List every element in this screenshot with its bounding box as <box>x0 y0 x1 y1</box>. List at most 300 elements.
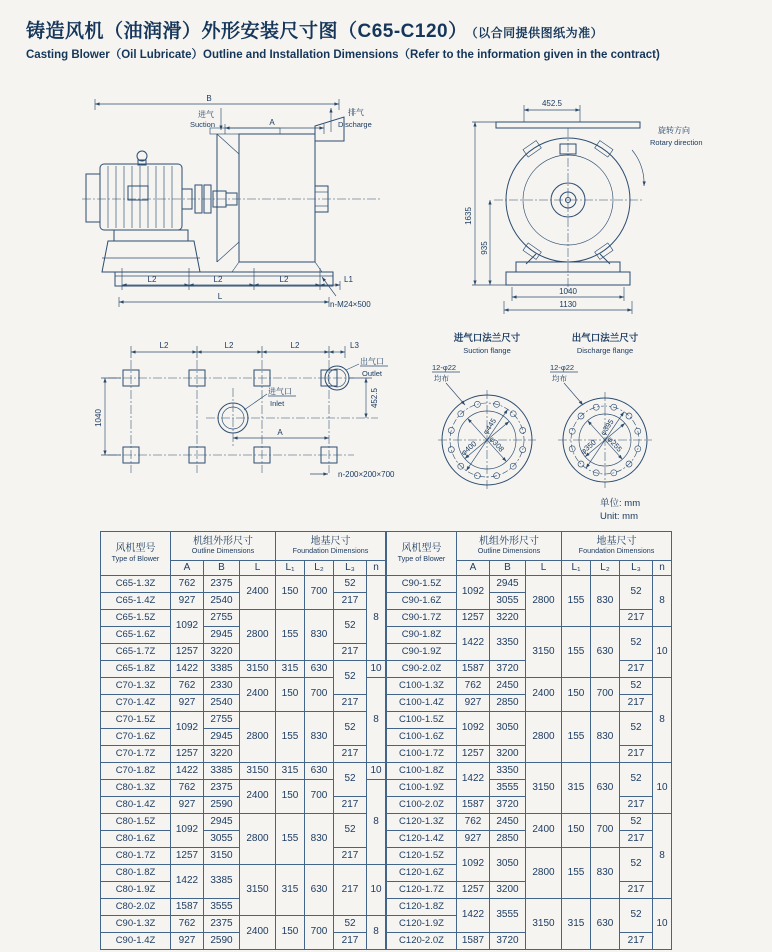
page-title <box>26 16 756 43</box>
dimension-cell: 217 <box>334 593 367 610</box>
end-view-drawing <box>460 86 760 320</box>
dimension-cell: 927 <box>457 695 490 712</box>
dimension-cell: 1092 <box>171 610 204 644</box>
dimension-cell: 1092 <box>457 576 490 610</box>
dimension-cell: 217 <box>334 933 367 950</box>
dimension-cell: 2945 <box>204 627 240 644</box>
col-group-foundation: 地基尺寸 Foundation Dimensions <box>562 532 672 561</box>
side-view-drawing <box>82 86 414 320</box>
dim-1040-label: 1040 <box>94 409 103 427</box>
dimension-cell: 52 <box>334 916 367 933</box>
dimension-cell: 2400 <box>240 780 276 814</box>
dimension-cell: 2400 <box>240 678 276 712</box>
dimension-cell: 927 <box>171 695 204 712</box>
dimension-cell: 52 <box>620 678 653 695</box>
bolt-hole-icon <box>520 427 526 433</box>
unit-note-en: Unit: mm <box>600 510 638 522</box>
rotary-label-en: Rotary direction <box>650 138 703 147</box>
blower-model-cell: C80-1.3Z <box>101 780 171 797</box>
blower-model-cell: C80-1.9Z <box>101 882 171 899</box>
dimension-cell: 1422 <box>171 661 204 678</box>
table-row <box>101 576 386 593</box>
dimension-cell: 1422 <box>171 763 204 780</box>
dimension-cell: 217 <box>334 848 367 865</box>
dimension-cell: 762 <box>171 780 204 797</box>
blower-model-cell: C100-1.6Z <box>387 729 457 746</box>
blower-model-cell: C70-1.3Z <box>101 678 171 695</box>
dimension-cell: 315 <box>562 899 591 950</box>
blower-model-cell: C65-1.3Z <box>101 576 171 593</box>
dimension-cell: 830 <box>591 576 620 627</box>
dimension-cell: 2800 <box>526 712 562 763</box>
blower-model-cell: C80-1.4Z <box>101 797 171 814</box>
bolt-hole-icon <box>578 461 584 467</box>
dimension-cell: 3150 <box>526 899 562 950</box>
dimension-table-left <box>100 531 386 950</box>
discharge-label-zh: 排气 <box>348 108 364 117</box>
foundation-plan-drawing <box>88 330 423 508</box>
outlet-label-en: Outlet <box>362 369 383 378</box>
dimension-cell: 2850 <box>490 831 526 848</box>
dimension-cell: 3150 <box>526 763 562 814</box>
dimension-cell: 630 <box>305 865 334 916</box>
dim-l2-label: L2 <box>224 341 234 350</box>
dimension-cell: 3555 <box>490 780 526 797</box>
dimension-cell: 3055 <box>490 593 526 610</box>
dimension-cell: 2850 <box>490 695 526 712</box>
col-header: L <box>240 561 276 576</box>
dimension-cell: 3385 <box>204 661 240 678</box>
dimension-cell: 1422 <box>457 763 490 797</box>
dimension-cell: 155 <box>562 712 591 763</box>
dimension-cell: 1257 <box>457 746 490 763</box>
dimension-cell: 3150 <box>204 848 240 865</box>
dimension-cell: 52 <box>620 576 653 610</box>
dimension-cell: 2945 <box>204 729 240 746</box>
col-header: L₂ <box>305 561 334 576</box>
dimension-cell: 3055 <box>204 831 240 848</box>
suction-label-zh: 进气 <box>198 110 214 119</box>
blower-model-cell: C120-1.4Z <box>387 831 457 848</box>
table-row <box>387 848 672 865</box>
dimension-cell: 52 <box>334 610 367 644</box>
dimension-cell: 217 <box>620 661 653 678</box>
dimension-cell: 52 <box>334 814 367 848</box>
discharge-flange-drawing <box>548 328 662 506</box>
dimension-cell: 1257 <box>457 882 490 899</box>
dimension-cell: 3720 <box>490 661 526 678</box>
blower-model-cell: C70-1.7Z <box>101 746 171 763</box>
dimension-cell: 2800 <box>240 814 276 865</box>
blower-model-cell: C100-1.7Z <box>387 746 457 763</box>
bolt-spacing-label: 均布 <box>552 374 567 383</box>
dim-b-label: B <box>206 94 212 103</box>
dimension-cell: 927 <box>171 797 204 814</box>
dimension-cell: 700 <box>591 678 620 712</box>
dimension-table-right <box>386 531 672 950</box>
dimension-cell: 700 <box>305 916 334 950</box>
dimension-cell: 3220 <box>490 610 526 627</box>
table-row <box>387 814 672 831</box>
blower-model-cell: C80-1.7Z <box>101 848 171 865</box>
col-header: L₁ <box>276 561 305 576</box>
dim-452-label: 452.5 <box>370 387 379 409</box>
dimension-cell: 155 <box>276 712 305 763</box>
dimension-cell: 630 <box>591 899 620 950</box>
dim-l3-label: L3 <box>350 341 359 350</box>
dimension-cell: 150 <box>276 916 305 950</box>
dimension-cell: 2800 <box>240 610 276 661</box>
blower-model-cell: C90-1.8Z <box>387 627 457 644</box>
table-row <box>387 712 672 729</box>
dimension-cell: 315 <box>562 763 591 814</box>
dimension-cell: 8 <box>367 916 386 950</box>
dimension-cell: 762 <box>457 814 490 831</box>
dimension-cell: 3720 <box>490 933 526 950</box>
blower-model-cell: C120-2.0Z <box>387 933 457 950</box>
dimension-cell: 52 <box>620 814 653 831</box>
flange-bolt-dia-label: φ395 <box>598 417 616 437</box>
dimension-cell: 3220 <box>204 746 240 763</box>
table-row <box>101 814 386 831</box>
blower-model-cell: C120-1.7Z <box>387 882 457 899</box>
discharge-flange-title-en: Discharge flange <box>576 346 634 355</box>
dimension-cell: 52 <box>620 712 653 746</box>
blower-model-cell: C120-1.8Z <box>387 899 457 916</box>
dimension-cell: 10 <box>367 661 386 678</box>
page-title-note: （以合同提供图纸为准） <box>471 26 604 40</box>
dimension-cell: 8 <box>367 678 386 763</box>
flange-inner-dia-label: φ400 <box>459 439 479 458</box>
dimension-cell: 315 <box>276 763 305 780</box>
dimension-cell: 2800 <box>526 848 562 899</box>
suction-label-en: Suction <box>190 120 216 129</box>
blower-model-cell: C80-1.6Z <box>101 831 171 848</box>
dimension-cell: 830 <box>305 610 334 661</box>
flange-open-dia-label: φ255 <box>605 434 624 454</box>
dimension-cell: 3720 <box>490 797 526 814</box>
dimension-cell: 52 <box>620 627 653 661</box>
bolt-hole-icon <box>510 411 516 417</box>
dimension-cell: 315 <box>276 661 305 678</box>
dimension-cell: 1092 <box>457 848 490 882</box>
dimension-cell: 52 <box>334 712 367 746</box>
col-header: B <box>204 561 240 576</box>
dimension-cell: 762 <box>171 916 204 933</box>
table-row <box>101 865 386 882</box>
bolt-hole-icon <box>626 413 632 419</box>
dimension-cell: 3385 <box>204 763 240 780</box>
dimension-cell: 3050 <box>490 712 526 746</box>
flange-open-dia-label: φ308 <box>487 434 506 454</box>
dim-1130-label: 1130 <box>559 300 577 309</box>
dimension-cell: 830 <box>305 712 334 763</box>
dimension-cell: 830 <box>305 814 334 865</box>
dimension-cell: 1257 <box>171 644 204 661</box>
blower-model-cell: C65-1.5Z <box>101 610 171 627</box>
blower-model-cell: C100-1.3Z <box>387 678 457 695</box>
col-header: L₃ <box>334 561 367 576</box>
col-header: L <box>526 561 562 576</box>
suction-flange-drawing <box>430 328 544 506</box>
dimension-cell: 1587 <box>457 797 490 814</box>
blower-model-cell: C65-1.8Z <box>101 661 171 678</box>
dimension-cell: 155 <box>562 576 591 627</box>
dimension-cell: 3385 <box>204 865 240 899</box>
dimension-cell: 1587 <box>457 933 490 950</box>
dim-a-label: A <box>269 118 275 127</box>
dimension-cell: 2540 <box>204 695 240 712</box>
dimension-cell: 927 <box>171 593 204 610</box>
blower-model-cell: C80-1.5Z <box>101 814 171 831</box>
dimension-cell: 155 <box>562 627 591 678</box>
table-row <box>387 576 672 593</box>
table-row <box>101 661 386 678</box>
dimension-cell: 3150 <box>240 661 276 678</box>
title-block <box>26 16 756 62</box>
blower-model-cell: C80-2.0Z <box>101 899 171 916</box>
table-row <box>387 763 672 780</box>
dim-935-label: 935 <box>480 241 489 255</box>
dimension-cell: 52 <box>620 899 653 933</box>
blower-model-cell: C120-1.3Z <box>387 814 457 831</box>
dimension-cell: 8 <box>653 576 672 627</box>
dimension-cell: 830 <box>591 712 620 763</box>
dimension-cell: 217 <box>334 865 367 916</box>
dimension-cell: 8 <box>367 576 386 661</box>
dimension-cell: 2590 <box>204 797 240 814</box>
dimension-cell: 8 <box>367 780 386 865</box>
dimension-cell: 150 <box>562 678 591 712</box>
col-header-blower-type: 风机型号 Type of Blower <box>387 532 457 576</box>
discharge-label-en: Discharge <box>338 120 372 129</box>
dimension-cell: 217 <box>334 797 367 814</box>
table-row <box>101 610 386 627</box>
dimension-cell: 762 <box>171 576 204 593</box>
dimension-cell: 630 <box>591 763 620 814</box>
blower-model-cell: C70-1.6Z <box>101 729 171 746</box>
dimension-cell: 3555 <box>490 899 526 933</box>
dim-l2-label: L2 <box>279 275 289 284</box>
table-row <box>387 627 672 644</box>
dimension-cell: 700 <box>591 814 620 848</box>
dimension-cell: 10 <box>653 763 672 814</box>
blower-model-cell: C70-1.5Z <box>101 712 171 729</box>
unit-note <box>556 498 660 524</box>
blower-model-cell: C90-1.7Z <box>387 610 457 627</box>
outlet-label-zh: 出气口 <box>360 357 384 366</box>
dimension-cell: 1257 <box>457 610 490 627</box>
dimension-cell: 52 <box>334 763 367 797</box>
blower-model-cell: C100-1.8Z <box>387 763 457 780</box>
col-group-outline: 机组外形尺寸 Outline Dimensions <box>171 532 276 561</box>
dimension-cell: 3555 <box>204 899 240 916</box>
blower-model-cell: C65-1.7Z <box>101 644 171 661</box>
dimension-cell: 3150 <box>240 865 276 916</box>
table-row <box>101 763 386 780</box>
col-group-outline: 机组外形尺寸 Outline Dimensions <box>457 532 562 561</box>
dim-l1-label: L1 <box>344 275 353 284</box>
dimension-cell: 2375 <box>204 916 240 933</box>
dimension-cell: 3200 <box>490 882 526 899</box>
unit-note-zh: 单位: mm <box>600 498 641 509</box>
dimension-cell: 3050 <box>490 848 526 882</box>
dimension-cell: 630 <box>591 627 620 678</box>
dimension-cell: 3150 <box>526 627 562 678</box>
blower-model-cell: C65-1.6Z <box>101 627 171 644</box>
dimension-cell: 1587 <box>171 899 204 916</box>
suction-flange-title-en: Suction flange <box>463 346 511 355</box>
dimension-cell: 700 <box>305 678 334 712</box>
blower-model-cell: C100-1.5Z <box>387 712 457 729</box>
blower-model-cell: C90-1.6Z <box>387 593 457 610</box>
dimension-cell: 217 <box>620 610 653 627</box>
dimension-cell: 1257 <box>171 848 204 865</box>
dimension-cell: 830 <box>591 848 620 899</box>
dimension-cell: 3200 <box>490 746 526 763</box>
dim-l2-label: L2 <box>159 341 169 350</box>
blower-model-cell: C100-1.9Z <box>387 780 457 797</box>
suction-flange-title-zh: 进气口法兰尺寸 <box>453 333 521 344</box>
col-header-blower-type: 风机型号 Type of Blower <box>101 532 171 576</box>
dimension-cell: 155 <box>276 610 305 661</box>
dimension-cell: 217 <box>620 797 653 814</box>
dimension-cell: 217 <box>334 746 367 763</box>
dimension-cell: 1422 <box>171 865 204 899</box>
col-header: L₂ <box>591 561 620 576</box>
dimension-tables <box>100 531 672 950</box>
dimension-cell: 10 <box>653 627 672 678</box>
col-header: A <box>457 561 490 576</box>
dimension-cell: 2400 <box>240 916 276 950</box>
dimension-cell: 700 <box>305 780 334 814</box>
dimension-cell: 3220 <box>204 644 240 661</box>
table-row <box>101 712 386 729</box>
blower-model-cell: C90-1.4Z <box>101 933 171 950</box>
dimension-cell: 2755 <box>204 712 240 729</box>
dimension-cell: 630 <box>305 763 334 780</box>
dimension-cell: 217 <box>620 695 653 712</box>
dimension-cell: 217 <box>620 933 653 950</box>
page-subtitle: Casting Blower（Oil Lubricate）Outline and Installation Dimensions（Refer to the information given in the contract) <box>26 49 660 61</box>
blower-model-cell: C120-1.9Z <box>387 916 457 933</box>
dimension-cell: 1257 <box>171 746 204 763</box>
dimension-cell: 52 <box>620 763 653 797</box>
dimension-cell: 2590 <box>204 933 240 950</box>
blower-model-cell: C65-1.4Z <box>101 593 171 610</box>
dim-a-label: A <box>277 428 283 437</box>
dimension-cell: 155 <box>276 814 305 865</box>
dimension-cell: 150 <box>276 678 305 712</box>
dim-l-label: L <box>217 292 223 301</box>
dimension-cell: 3350 <box>490 763 526 780</box>
dimension-cell: 155 <box>562 848 591 899</box>
dimension-cell: 762 <box>457 678 490 695</box>
bolt-hole-icon <box>474 473 480 479</box>
rotary-label-zh: 旋转方向 <box>658 126 690 135</box>
bolt-spacing-label: 均布 <box>434 374 449 383</box>
dimension-cell: 2540 <box>204 593 240 610</box>
dimension-cell: 762 <box>171 678 204 695</box>
blower-model-cell: C90-2.0Z <box>387 661 457 678</box>
bolt-spec-label: 12-φ22 <box>550 363 575 372</box>
anchor-pocket-note: n-200×200×700 <box>338 470 395 479</box>
dimension-cell: 1092 <box>171 814 204 848</box>
col-header: L₁ <box>562 561 591 576</box>
dimension-cell: 1092 <box>457 712 490 746</box>
dim-1635-label: 1635 <box>464 207 473 225</box>
blower-model-cell: C120-1.6Z <box>387 865 457 882</box>
blower-model-cell: C80-1.8Z <box>101 865 171 882</box>
discharge-flange-title-zh: 出气口法兰尺寸 <box>571 333 639 344</box>
dimension-cell: 927 <box>171 933 204 950</box>
blower-model-cell: C70-1.4Z <box>101 695 171 712</box>
dimension-cell: 10 <box>367 865 386 916</box>
bolt-spec-label: 12-φ22 <box>432 363 457 372</box>
dimension-cell: 2375 <box>204 780 240 797</box>
dimension-cell: 8 <box>653 814 672 899</box>
dim-l2-label: L2 <box>290 341 300 350</box>
dimension-cell: 2400 <box>240 576 276 610</box>
dimension-cell: 2450 <box>490 814 526 831</box>
dimension-cell: 150 <box>276 780 305 814</box>
dimension-cell: 1422 <box>457 627 490 661</box>
dimension-cell: 150 <box>276 576 305 610</box>
anchor-bolt-note: n-M24×500 <box>330 300 371 309</box>
col-group-foundation: 地基尺寸 Foundation Dimensions <box>276 532 386 561</box>
dimension-cell: 2945 <box>204 814 240 831</box>
blower-model-cell: C120-1.5Z <box>387 848 457 865</box>
dimension-cell: 52 <box>334 661 367 695</box>
dimension-cell: 927 <box>457 831 490 848</box>
dimension-cell: 2330 <box>204 678 240 695</box>
blower-model-cell: C90-1.9Z <box>387 644 457 661</box>
blower-model-cell: C100-1.4Z <box>387 695 457 712</box>
bolt-hole-icon <box>448 447 454 453</box>
col-header: n <box>653 561 672 576</box>
flange-bolt-dia-label: φ445 <box>480 416 499 437</box>
dimension-cell: 2375 <box>204 576 240 593</box>
page-title-zh: 铸造风机（油润滑）外形安装尺寸图（C65-C120） <box>26 21 468 42</box>
dimension-cell: 217 <box>620 831 653 848</box>
dim-l2-label: L2 <box>213 275 223 284</box>
dimension-cell: 10 <box>367 763 386 780</box>
dimension-cell: 52 <box>334 576 367 593</box>
dimension-cell: 2400 <box>526 814 562 848</box>
dimension-cell: 3150 <box>240 763 276 780</box>
table-row <box>387 678 672 695</box>
table-row <box>101 916 386 933</box>
col-header: L₃ <box>620 561 653 576</box>
dimension-cell: 2945 <box>490 576 526 593</box>
dimension-cell: 150 <box>562 814 591 848</box>
dimension-cell: 1092 <box>171 712 204 746</box>
dim-l2-label: L2 <box>147 275 157 284</box>
bolt-hole-icon <box>569 428 575 434</box>
col-header: A <box>171 561 204 576</box>
inlet-label-en: Inlet <box>270 399 285 408</box>
col-header: B <box>490 561 526 576</box>
dimension-cell: 315 <box>276 865 305 916</box>
dimension-cell: 10 <box>653 899 672 950</box>
blower-model-cell: C70-1.8Z <box>101 763 171 780</box>
dimension-cell: 52 <box>620 848 653 882</box>
dimension-cell: 2450 <box>490 678 526 695</box>
dimension-cell: 2755 <box>204 610 240 627</box>
blower-model-cell: C90-1.3Z <box>101 916 171 933</box>
dimension-cell: 630 <box>305 661 334 678</box>
dimension-cell: 8 <box>653 678 672 763</box>
